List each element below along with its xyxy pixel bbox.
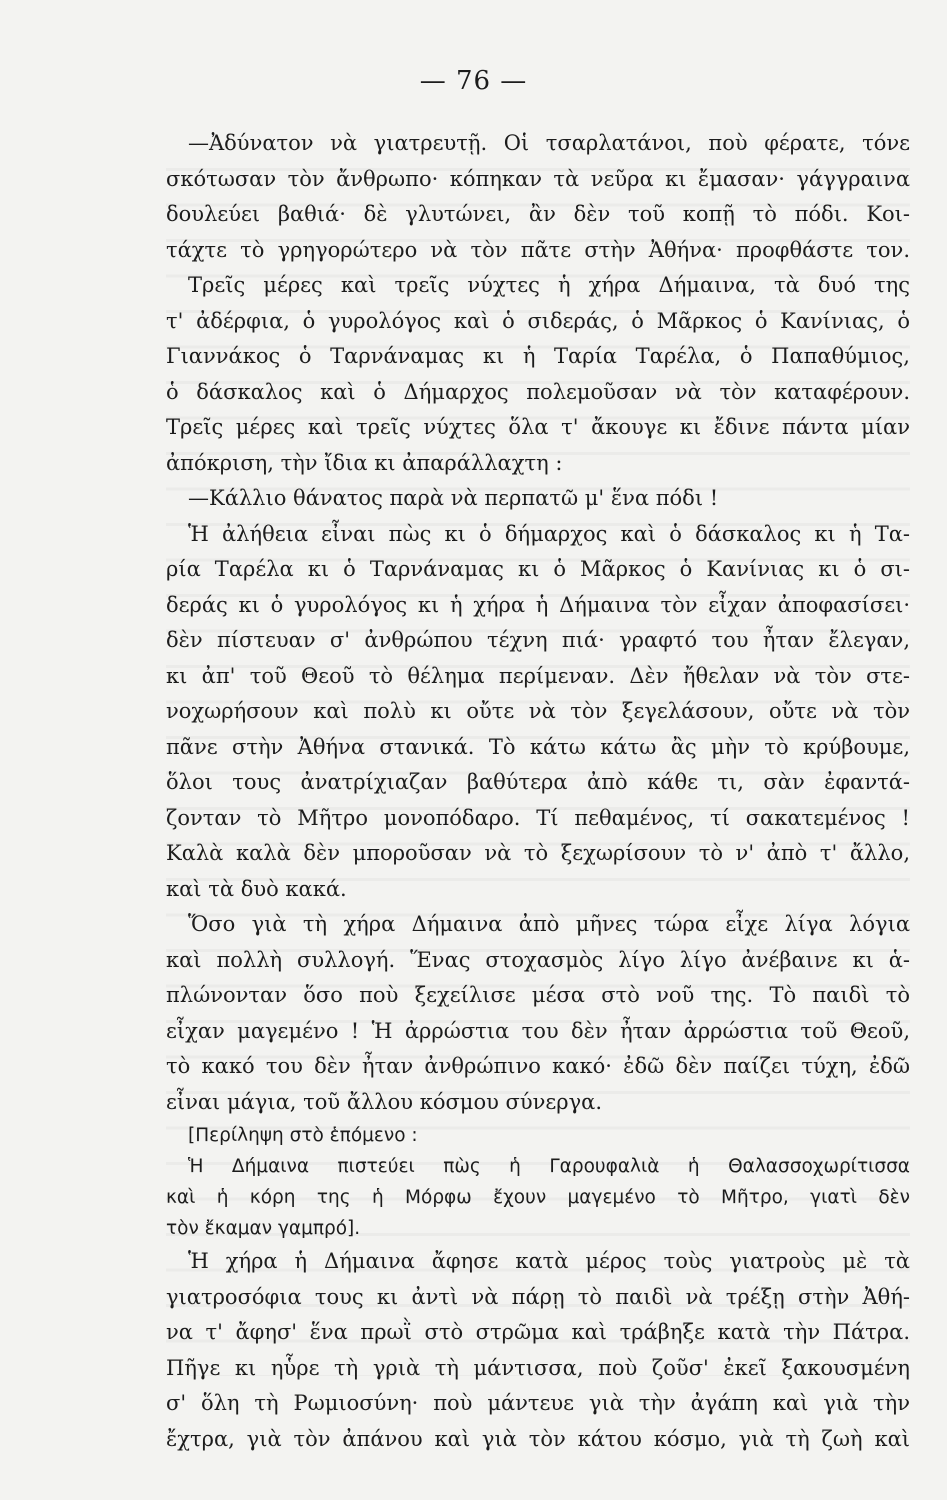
text-line: κι ἀπ' τοῦ Θεοῦ τὸ θέλημα περίμεναν. Δὲν ἤθελαν νὰ τὸν στε- [166,663,910,688]
text-line: πλώνονταν ὅσο ποὺ ξεχείλισε μέσα στὸ νοῦ της. Τὸ παιδὶ τὸ [166,983,910,1007]
text-line: σκότωσαν τὸν ἄνθρωπο· κόπηκαν τὰ νεῦρα κι ἔμασαν· γάγγραινα [166,166,910,191]
text-line: εἶχαν μαγεμένο ! Ἡ ἀρρώστια του δὲν ἦταν ἀρρώστια τοῦ Θεοῦ, [166,1018,910,1043]
text-line: τάχτε τὸ γρηγορώτερο νὰ τὸν πᾶτε στὴν Ἀθήνα· προφθάστε τον. [166,237,910,262]
text-line: ὅλοι τους ἀνατρίχιαζαν βαθύτερα ἀπὸ κάθε τι, σὰν ἐφαντά- [166,770,910,794]
body-text [166,126,910,1457]
text-line: ὁ δάσκαλος καὶ ὁ Δήμαρχος πολεμοῦσαν νὰ τὸν καταφέρουν. [166,379,910,404]
summary-line: τὸν ἔκαμαν γαμπρό]. [166,1218,361,1239]
summary-line: [Περίληψη στὸ ἑπόμενο : [188,1125,418,1146]
text-line: ἔχτρα, γιὰ τὸν ἀπάνου καὶ γιὰ τὸν κάτου κόσμο, γιὰ τὴ ζωὴ καὶ [166,1426,910,1451]
text-line: Καλὰ καλὰ δὲν μποροῦσαν νὰ τὸ ξεχωρίσουν τὸ ν' ἀπὸ τ' ἄλλο, [166,841,910,865]
text-line: δεράς κι ὁ γυρολόγος κι ἡ χήρα ἡ Δήμαινα τὸν εἶχαν ἀποφασίσει· [166,592,910,617]
text-line: ζονταν τὸ Μῆτρο μονοπόδαρο. Τί πεθαμένος, τί σακατεμένος ! [166,805,910,830]
text-line: —Κάλλιο θάνατος παρὰ νὰ περπατῶ μ' ἕνα πόδι ! [188,486,719,510]
text-line: δουλεύει βαθιά· δὲ γλυτώνει, ἂν δὲν τοῦ κοπῇ τὸ πόδι. Κοι- [166,202,910,226]
text-line: πᾶνε στὴν Ἀθήνα στανικά. Τὸ κάτω κάτω ἂς μὴν τὸ κρύβουμε, [166,734,910,759]
text-line: δὲν πίστευαν σ' ἀνθρώπου τέχνη πιά· γραφτό του ἦταν ἔλεγαν, [166,628,910,652]
text-line: καὶ τὰ δυὸ κακά. [166,876,347,901]
page-number: — 76 — [419,66,528,96]
text-line: Γιαννάκος ὁ Ταρνάναμας κι ἡ Ταρία Ταρέλα, ὁ Παπαθύμιος, [166,344,910,368]
text-line: ἀπόκριση, τὴν ἴδια κι ἀπαράλλαχτη : [166,450,563,475]
summary-line: Ἡ Δήμαινα πιστεύει πὼς ἡ Γαρουφαλιὰ ἡ Θαλασσοχωρίτισσα [188,1156,910,1177]
text-line: νοχωρήσουν καὶ πολὺ κι οὔτε νὰ τὸν ξεγελάσουν, οὔτε νὰ τὸν [166,699,910,723]
text-line: Ὅσο γιὰ τὴ χήρα Δήμαινα ἀπὸ μῆνες τώρα εἶχε λίγα λόγια [188,912,910,936]
text-line: εἶναι μάγια, τοῦ ἄλλου κόσμου σύνεργα. [166,1089,603,1114]
text-line: σ' ὅλη τὴ Ρωμιοσύνη· ποὺ μάντευε γιὰ τὴν ἀγάπη καὶ γιὰ τὴν [166,1391,910,1415]
summary-line: καὶ ἡ κόρη της ἡ Μόρφω ἔχουν μαγεμένο τὸ Μῆτρο, γιατὶ δὲν [166,1187,910,1208]
text-line: γιατροσόφια τους κι ἀντὶ νὰ πάρῃ τὸ παιδὶ νὰ τρέξῃ στὴν Ἀθή- [166,1284,910,1309]
text-line: να τ' ἄφησ' ἕνα πρωῒ στὸ στρῶμα καὶ τράβηξε κατὰ τὴν Πάτρα. [166,1320,910,1344]
text-line: Τρεῖς μέρες καὶ τρεῖς νύχτες ἡ χήρα Δήμαινα, τὰ δυό της [188,273,910,297]
text-line: Ἡ χήρα ἡ Δήμαινα ἄφησε κατὰ μέρος τοὺς γιατροὺς μὲ τὰ [188,1249,910,1273]
text-line: καὶ πολλὴ συλλογή. Ἕνας στοχασμὸς λίγο λίγο ἀνέβαινε κι ἁ- [166,947,910,972]
text-line: τὸ κακό του δὲν ἦταν ἀνθρώπινο κακό· ἐδῶ δὲν παίζει τύχη, ἐδῶ [166,1054,910,1078]
text-line: Ἡ ἀλήθεια εἶναι πὼς κι ὁ δήμαρχος καὶ ὁ δάσκαλος κι ἡ Τα- [188,521,910,546]
text-line: τ' ἀδέρφια, ὁ γυρολόγος καὶ ὁ σιδεράς, ὁ Μᾶρκος ὁ Κανίνιας, ὁ [166,308,910,333]
text-line: ρία Ταρέλα κι ὁ Ταρνάναμας κι ὁ Μᾶρκος ὁ Κανίνιας κι ὁ σι- [166,557,910,581]
text-line: —Ἀδύνατον νὰ γιατρευτῇ. Οἱ τσαρλατάνοι, ποὺ φέρατε, τόνε [188,131,910,155]
text-line: Πῆγε κι ηὗρε τὴ γριὰ τὴ μάντισσα, ποὺ ζοῦσ' ἐκεῖ ξακουσμένη [166,1355,910,1380]
text-line: Τρεῖς μέρες καὶ τρεῖς νύχτες ὅλα τ' ἄκουγε κι ἔδινε πάντα μίαν [166,415,910,439]
